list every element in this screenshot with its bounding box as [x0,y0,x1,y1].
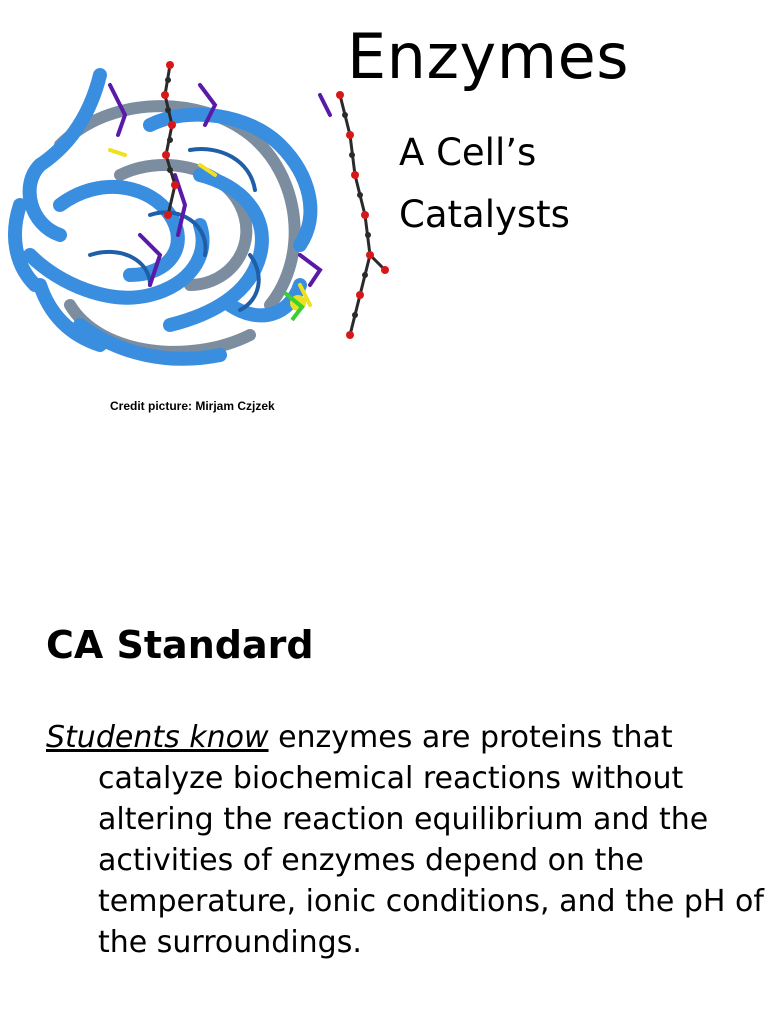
subtitle-line-2: Catalysts [399,193,570,236]
subtitle-line-1: A Cell’s [399,131,537,174]
standard-body: enzymes are proteins that catalyze biochemical reactions without altering the reaction equilibrium and the activities of enzymes depend on the temperature, ionic conditions, and the pH of the surroundings. [98,720,764,960]
slide-title: Enzymes [347,20,630,93]
standard-heading: CA Standard [46,623,314,667]
protein-structure-image [0,55,400,385]
image-credit: Credit picture: Mirjam Czjzek [110,399,275,413]
standard-slide [0,512,768,1024]
standard-text [46,717,768,963]
standard-lead: Students know [46,720,269,755]
